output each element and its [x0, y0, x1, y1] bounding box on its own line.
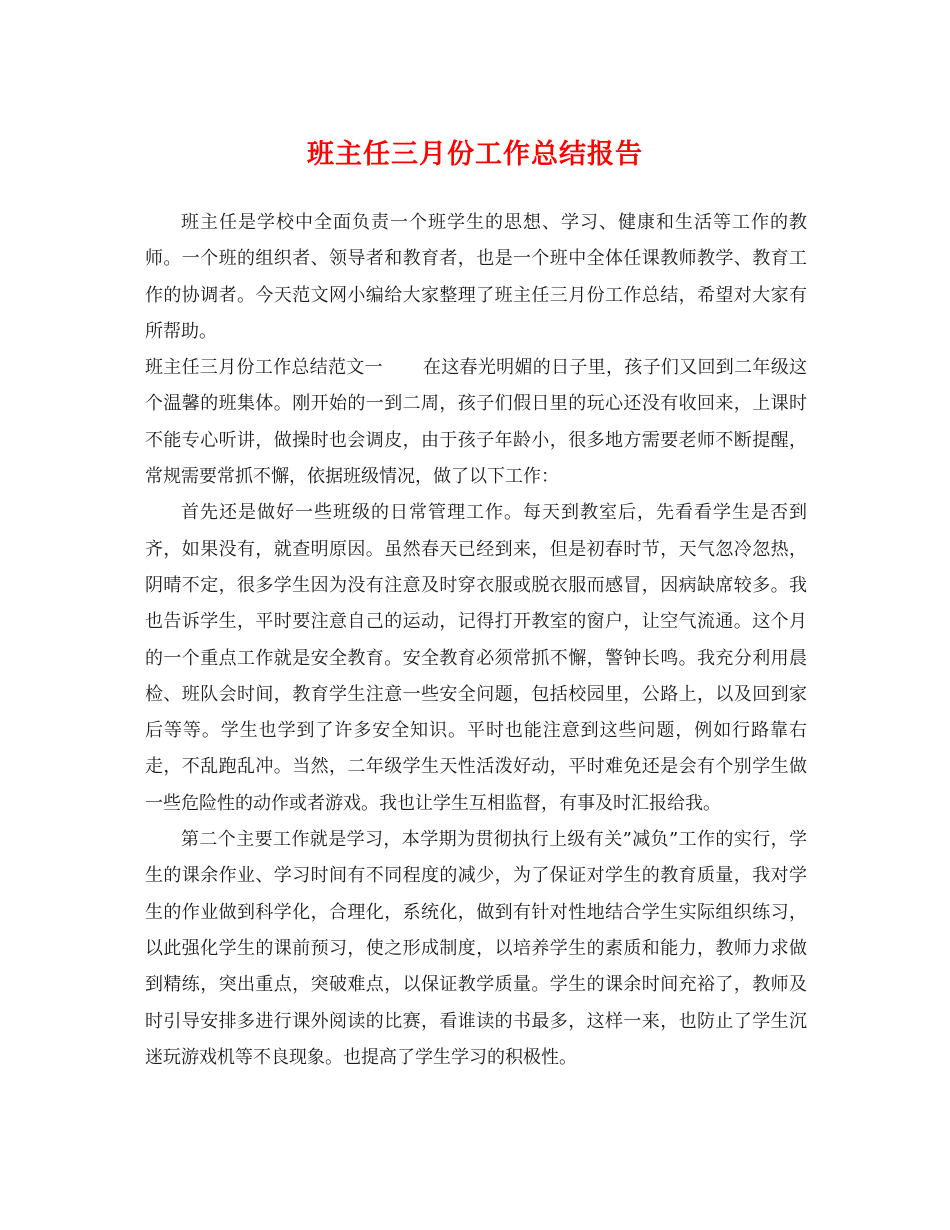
section-label: 班主任三月份工作总结范文一 [145, 357, 383, 379]
paragraph-daily-management: 首先还是做好一些班级的日常管理工作。每天到教室后，先看看学生是否到齐，如果没有，就查明原因。虽然春天已经到来，但是初春时节，天气忽冷忽热，阴晴不定，很多学生因为没有注意及时穿衣服或脱衣服而感冒，因病缺席较多。我也告诉学生，平时要注意自己的运动，记得打开教室的窗户，让空气流通。这个月的一个重点工作就是安全教育。安全教育必须常抓不懈，警钟长鸣。我充分利用晨检、班队会时间，教育学生注意一些安全问题，包括校园里，公路上，以及回到家后等等。学生也学到了许多安全知识。平时也能注意到这些问题，例如行路靠右走，不乱跑乱冲。当然，二年级学生天性活泼好动，平时难免还是会有个别学生做一些危险性的动作或者游戏。我也让学生互相监督，有事及时汇报给我。 [145, 502, 807, 814]
document-title: 班主任三月份工作总结报告 [307, 139, 643, 170]
intro-paragraph: 班主任是学校中全面负责一个班学生的思想、学习、健康和生活等工作的教师。一个班的组织者、领导者和教育者，也是一个班中全体任课教师教学、教育工作的协调者。今天范文网小编给大家整理了班主任三月份工作总结，希望对大家有所帮助。 [145, 212, 807, 342]
document-body [145, 205, 807, 1076]
section-lead: 在这春光明媚的日子里，孩子们又回到二年级这个温馨的班集体。刚开始的一到二周，孩子们假日里的玩心还没有收回来，上课时不能专心听讲，做操时也会调皮，由于孩子年龄小，很多地方需要老师不断提醒，常规需要常抓不懈，依据班级情况，做了以下工作： [145, 357, 808, 488]
section-paragraph [145, 350, 807, 495]
paragraph-study: 第二个主要工作就是学习，本学期为贯彻执行上级有关”减负”工作的实行，学生的课余作业、学习时间有不同程度的减少，为了保证对学生的教育质量，我对学生的作业做到科学化，合理化，系统化，做到有针对性地结合学生实际组织练习，以此强化学生的课前预习，使之形成制度，以培养学生的素质和能力，教师力求做到精练，突出重点，突破难点，以保证教学质量。学生的课余时间充裕了，教师及时引导安排多进行课外阅读的比赛，看谁读的书最多，这样一来，也防止了学生沉迷玩游戏机等不良现象。也提高了学生学习的积极性。 [145, 829, 807, 1068]
